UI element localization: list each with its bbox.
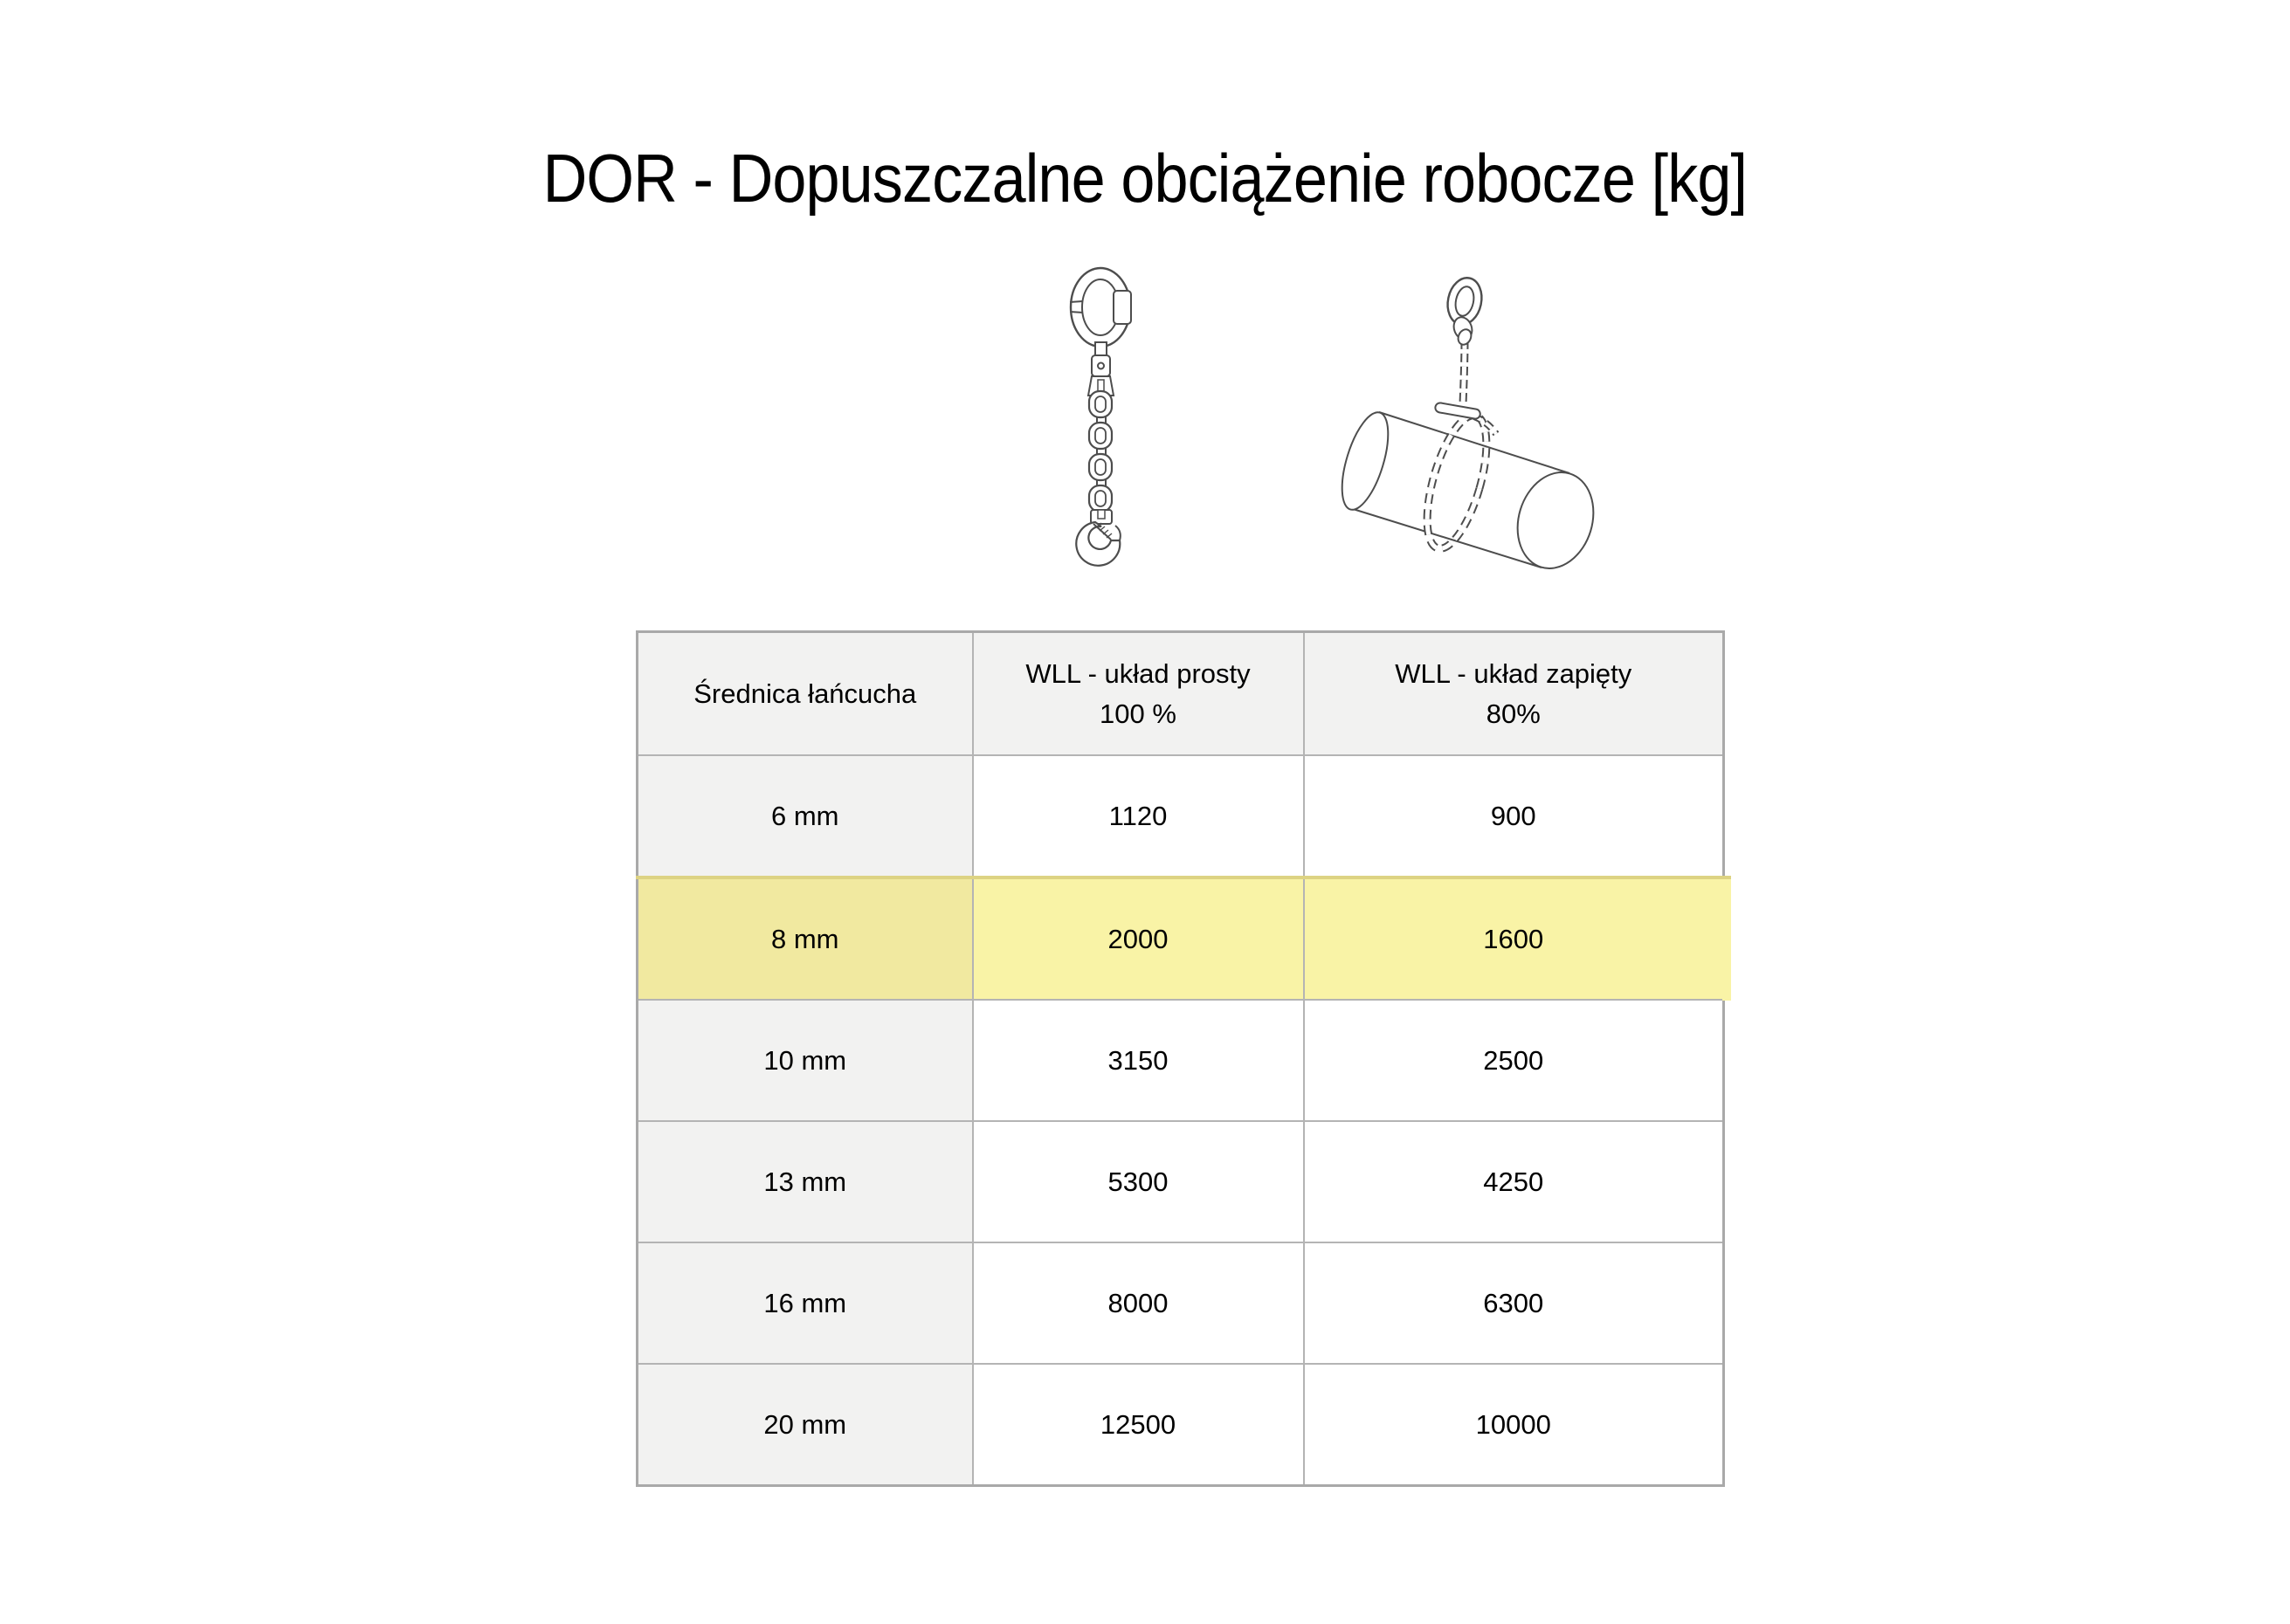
- table-row-6mm: [638, 755, 1724, 877]
- header-diameter-label: Średnica łańcucha: [693, 678, 917, 709]
- chain-links-icon: [1089, 391, 1112, 512]
- diameter-cell: 20 mm: [638, 1364, 973, 1486]
- wll-choked-cell: 2500: [1304, 1000, 1724, 1121]
- table-row-10mm: [638, 1000, 1724, 1121]
- header-row: [638, 632, 1724, 756]
- header-wll-straight: [973, 632, 1304, 756]
- header-wll-straight-sublabel: 100 %: [1100, 698, 1176, 729]
- page-title-text: DOR - Dopuszczalne obciążenie robocze [kg]: [542, 140, 1748, 217]
- wll-choked-cell: 4250: [1304, 1121, 1724, 1242]
- diameter-cell: 10 mm: [638, 1000, 973, 1121]
- diameter-cell: 6 mm: [638, 755, 973, 877]
- header-wll-choked-sublabel: 80%: [1486, 698, 1541, 729]
- diameter-cell: 16 mm: [638, 1242, 973, 1364]
- table-row-8mm-highlighted: [638, 877, 1724, 1000]
- choke-chain-wrap-icon: [1415, 409, 1498, 555]
- connector-link-icon: [1088, 342, 1114, 396]
- wll-choked-cell: 1600: [1304, 877, 1724, 1000]
- header-wll-choked: [1304, 632, 1724, 756]
- master-link-icon: [1070, 268, 1131, 347]
- wll-choked-cell: 10000: [1304, 1364, 1724, 1486]
- page-title: [0, 140, 2290, 217]
- pipe-cylinder: [1333, 407, 1605, 576]
- table-row-16mm: [638, 1242, 1724, 1364]
- vertical-chain-icon: [1435, 341, 1481, 419]
- wll-straight-cell: 12500: [973, 1364, 1304, 1486]
- header-diameter: [638, 632, 973, 756]
- header-wll-straight-label: WLL - układ prosty: [1025, 657, 1251, 689]
- wll-choked-cell: 6300: [1304, 1242, 1724, 1364]
- header-wll-choked-label: WLL - układ zapięty: [1395, 657, 1632, 689]
- diameter-cell: 8 mm: [638, 877, 973, 1000]
- wll-straight-cell: 1120: [973, 755, 1304, 877]
- wll-straight-cell: 3150: [973, 1000, 1304, 1121]
- single-chain-sling-figure: [1059, 262, 1142, 572]
- table-row-13mm: [638, 1121, 1724, 1242]
- diameter-cell: 13 mm: [638, 1121, 973, 1242]
- wll-straight-cell: 5300: [973, 1121, 1304, 1242]
- choked-chain-sling-figure: [1314, 262, 1607, 576]
- wll-straight-cell: 2000: [973, 877, 1304, 1000]
- table-row-20mm: [638, 1364, 1724, 1486]
- wll-table: [636, 630, 1725, 1487]
- sling-hook-icon: [1076, 510, 1120, 566]
- wll-choked-cell: 900: [1304, 755, 1724, 877]
- top-link-icon: [1444, 275, 1486, 347]
- wll-straight-cell: 8000: [973, 1242, 1304, 1364]
